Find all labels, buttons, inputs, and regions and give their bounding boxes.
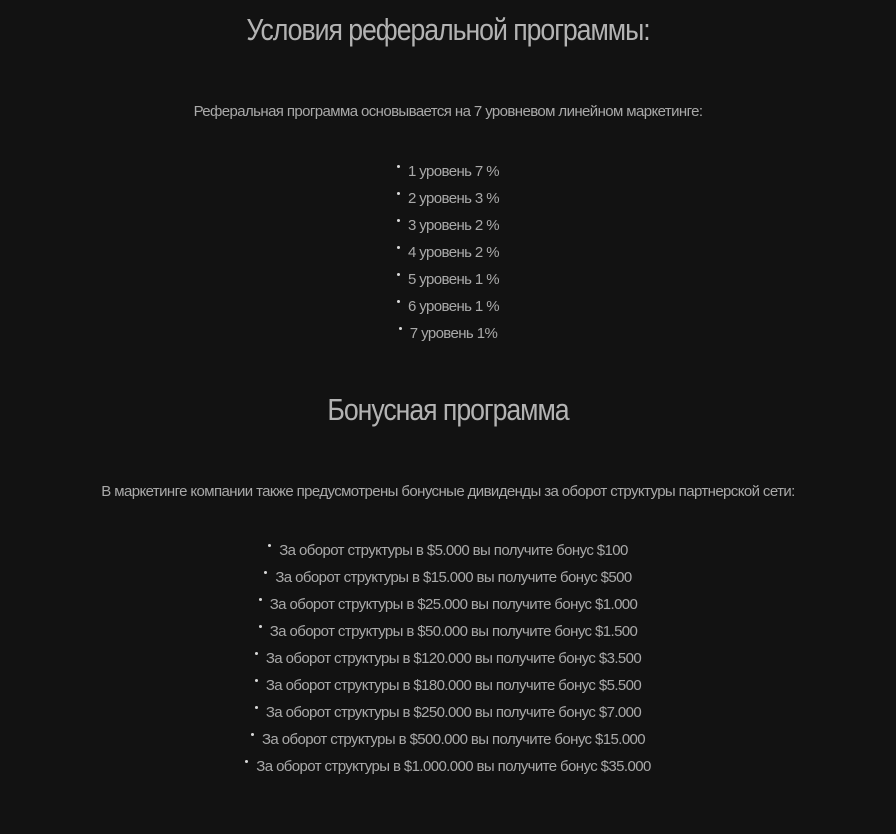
list-item	[27, 704, 869, 731]
list-item	[27, 596, 869, 623]
bullet-icon	[399, 327, 402, 330]
bonus-label: За оборот структуры в $5.000 вы получите бонус $100	[279, 542, 628, 559]
list-item	[27, 569, 869, 596]
bullet-icon	[259, 598, 262, 601]
list-item	[27, 190, 869, 217]
bullet-icon	[268, 544, 271, 547]
bullet-icon	[255, 652, 258, 655]
level-label: 4 уровень 2 %	[408, 244, 499, 261]
bonus-intro: В маркетинге компании также предусмотрены бонусные дивиденды за оборот структуры партнерской сети:	[101, 483, 795, 500]
bonus-list	[27, 542, 869, 785]
bullet-icon	[251, 733, 254, 736]
list-item	[27, 325, 869, 352]
bullet-icon	[255, 679, 258, 682]
bonus-title: Бонусная программа	[327, 392, 569, 427]
list-item	[27, 623, 869, 650]
level-label: 2 уровень 3 %	[408, 190, 499, 207]
level-label: 1 уровень 7 %	[408, 163, 499, 180]
bonus-label: За оборот структуры в $120.000 вы получите бонус $3.500	[265, 650, 642, 667]
bonus-label: За оборот структуры в $50.000 вы получите бонус $1.500	[269, 623, 638, 640]
level-label: 5 уровень 1 %	[408, 271, 499, 288]
list-item	[27, 650, 869, 677]
list-item	[27, 677, 869, 704]
bullet-icon	[259, 625, 262, 628]
bonus-label: За оборот структуры в $500.000 вы получите бонус $15.000	[261, 731, 646, 748]
bullet-icon	[245, 760, 248, 763]
bonus-label: За оборот структуры в $1.000.000 вы получите бонус $35.000	[256, 758, 651, 775]
bullet-icon	[397, 165, 400, 168]
bonus-label: За оборот структуры в $250.000 вы получите бонус $7.000	[265, 704, 642, 721]
bullet-icon	[397, 192, 400, 195]
list-item	[27, 731, 869, 758]
list-item	[27, 217, 869, 244]
list-item	[27, 758, 869, 785]
bullet-icon	[255, 706, 258, 709]
bonus-label: За оборот структуры в $15.000 вы получите бонус $500	[275, 569, 632, 586]
referral-title: Условия реферальной программы:	[246, 12, 650, 47]
referral-intro: Реферальная программа основывается на 7 уровневом линейном маркетинге:	[193, 103, 703, 120]
bullet-icon	[397, 300, 400, 303]
list-item	[27, 298, 869, 325]
list-item	[27, 163, 869, 190]
referral-levels-list	[27, 163, 869, 352]
level-label: 3 уровень 2 %	[408, 217, 499, 234]
bonus-label: За оборот структуры в $180.000 вы получите бонус $5.500	[265, 677, 642, 694]
list-item	[27, 244, 869, 271]
bullet-icon	[397, 246, 400, 249]
bullet-icon	[397, 219, 400, 222]
level-label: 7 уровень 1%	[409, 325, 498, 342]
list-item	[27, 271, 869, 298]
bonus-label: За оборот структуры в $25.000 вы получите бонус $1.000	[269, 596, 638, 613]
level-label: 6 уровень 1 %	[408, 298, 499, 315]
bullet-icon	[264, 571, 267, 574]
bullet-icon	[397, 273, 400, 276]
list-item	[27, 542, 869, 569]
